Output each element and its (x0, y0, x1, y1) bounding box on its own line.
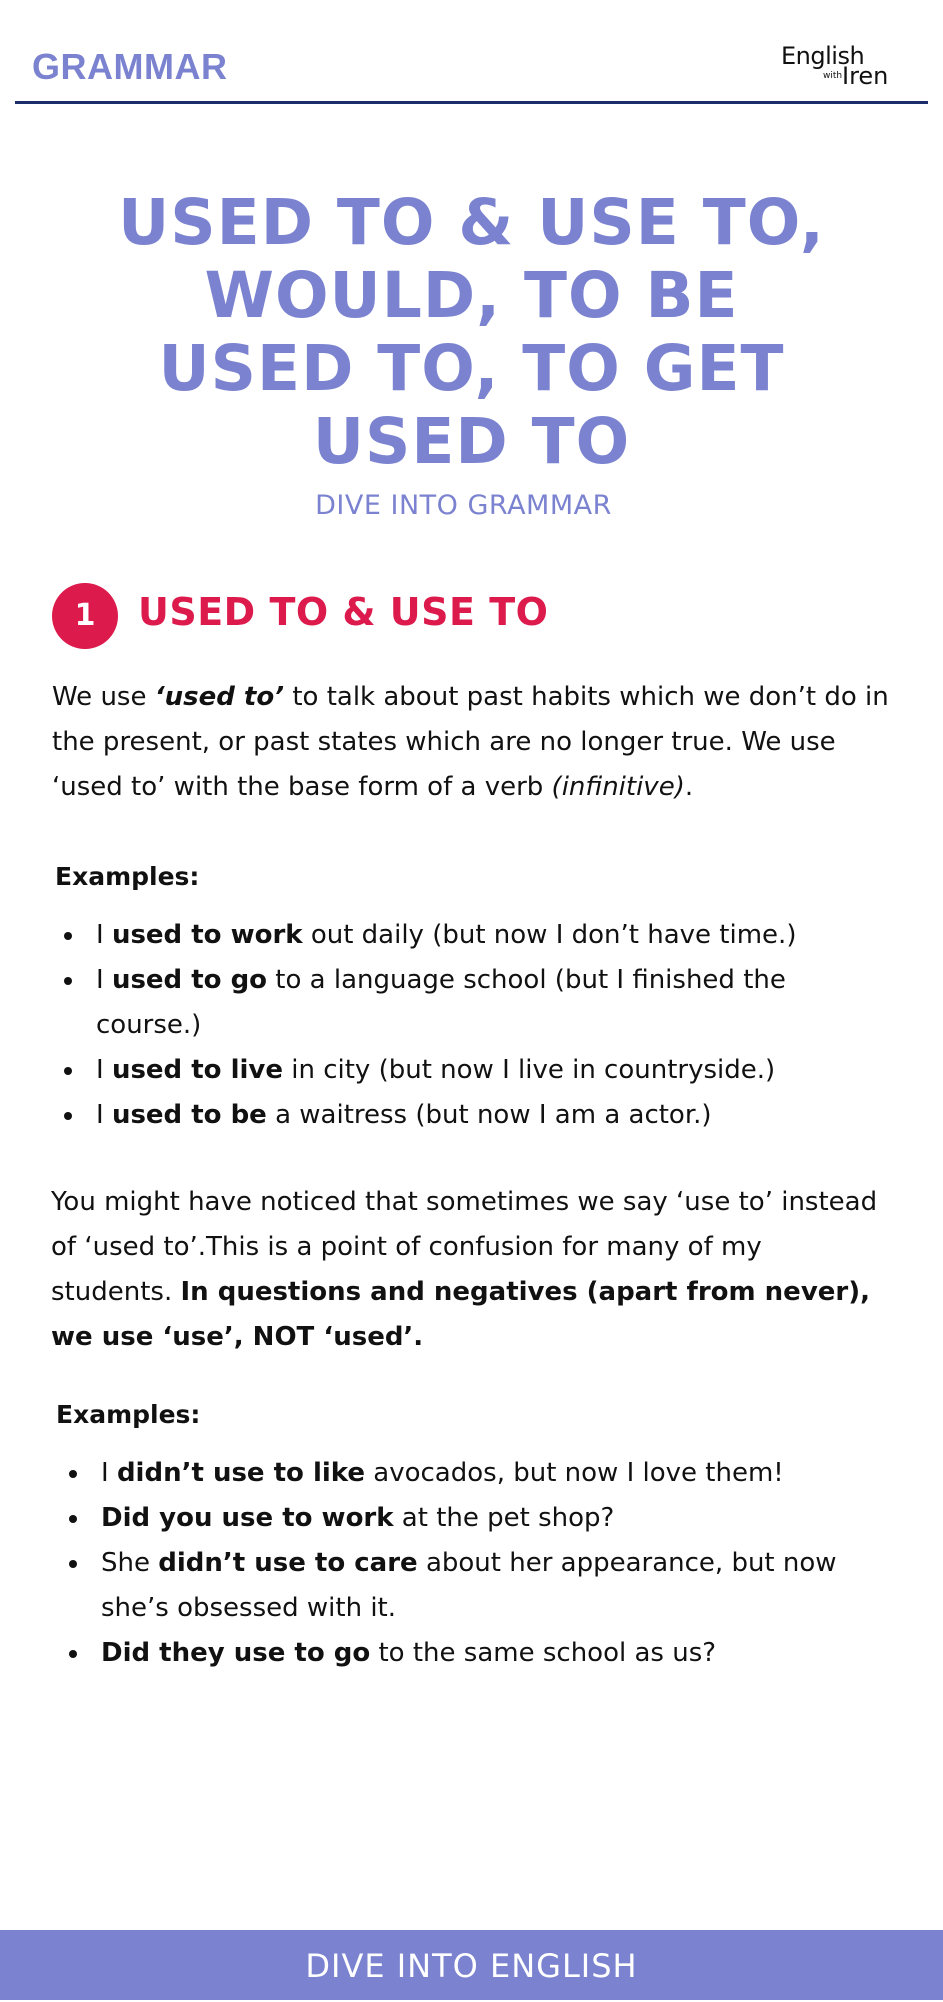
page-subtitle: DIVE INTO GRAMMAR (315, 490, 612, 521)
example-item: Did you use to work at the pet shop? (57, 1496, 887, 1541)
example-item: I used to be a waitress (but now I am a actor.) (52, 1093, 872, 1138)
example-item: I used to go to a language school (but I finished the course.) (52, 958, 872, 1048)
logo-word-name: Iren (842, 62, 889, 90)
logo-word-with: with (823, 71, 843, 81)
section-heading: USED TO & USE TO (138, 590, 549, 634)
example-item: I used to live in city (but now I live in countryside.) (52, 1048, 872, 1093)
intro-paragraph: We use ‘used to’ to talk about past habits which we don’t do in the present, or past states which are no longer true. We use ‘used to’ with the base form of a verb (infinitive). (52, 682, 889, 802)
page-title (60, 186, 883, 478)
example-item: I used to work out daily (but now I don’t have time.) (52, 913, 872, 958)
example-item: Did they use to go to the same school as us? (57, 1631, 887, 1676)
title-line: USED TO & USE TO, (118, 186, 825, 259)
examples-label: Examples: (56, 1400, 201, 1429)
header-category-label: GRAMMAR (32, 46, 228, 87)
example-item: I didn’t use to like avocados, but now I love them! (57, 1451, 887, 1496)
brand-logo (779, 40, 899, 90)
emphasis-used-to: ‘used to’ (154, 682, 285, 712)
header-divider (15, 101, 928, 104)
examples-label: Examples: (55, 862, 200, 891)
note-paragraph: You might have noticed that sometimes we say ‘use to’ instead of ‘used to’.This is a point of confusion for many of my students. In questions and negatives (apart from never), we use ‘use’, NOT ‘used’. (51, 1187, 878, 1352)
emphasis-infinitive: (infinitive) (551, 772, 685, 802)
title-line: USED TO (312, 405, 631, 478)
title-line: WOULD, TO BE (204, 259, 739, 332)
example-item: She didn’t use to care about her appearance, but now she’s obsessed with it. (57, 1541, 887, 1631)
title-line: USED TO, TO GET (158, 332, 785, 405)
note-rule-emphasis: In questions and negatives (apart from never), we use ‘use’, NOT ‘used’. (51, 1277, 870, 1352)
examples-list (57, 1451, 887, 1676)
logo-word-english: English (781, 42, 865, 70)
examples-list (52, 913, 872, 1138)
section-number-badge: 1 (52, 583, 118, 649)
footer-banner: DIVE INTO ENGLISH (0, 1930, 943, 2000)
